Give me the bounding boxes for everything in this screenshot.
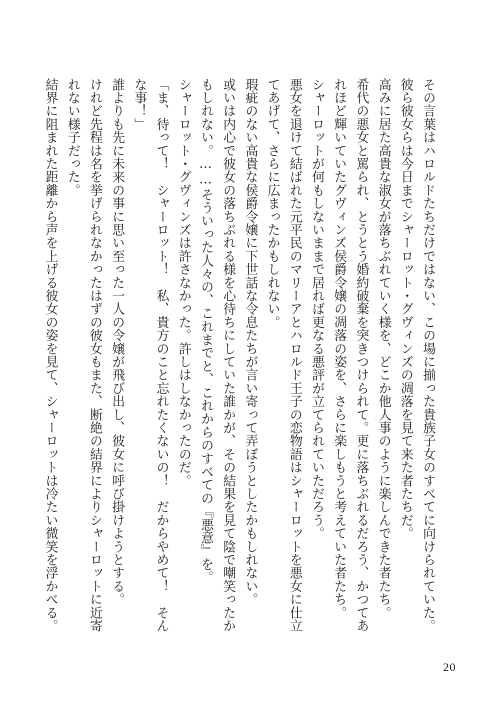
page-number: 20	[443, 660, 456, 674]
paragraph: 希代の悪女と罵られ、とうとう婚約破棄を突きつけられて。更に落ちぶれるだろう、かつてあれほど輝いていたグヴィンズ侯爵令嬢の凋落の姿を、さらに楽しもうと考えていた者たち。	[331, 78, 369, 633]
paragraph: 或いは内心で彼女の落ちぶれる様を心待ちにしていた誰かが、その結果を見て陰で嘲笑ったかもしれない。……そういった人々の、これまでと、これからのすべての『悪意』を。	[197, 78, 236, 633]
paragraph: けれど先程は名を挙げられなかったはずの彼女もまた、断絶の結界によりシャーロットに近寄れない様子だった。	[64, 78, 102, 633]
paragraph: その言葉はハロルドたちだけではない、この場に揃った貴族子女のすべてに向けられていた。	[420, 78, 435, 633]
paragraph: 高みに居た高貴な淑女が落ちぶれていく様を、どこか他人事のように楽しんできた者たち。	[375, 78, 391, 620]
vertical-text-body	[42, 78, 438, 638]
paragraph: 彼ら彼女らは今日までシャーロット・グヴィンズの凋落を見て来た者たちだ。	[397, 78, 413, 540]
paragraph: シャーロット・グヴィンズは許さなかった。許しはしなかったのだ。	[175, 78, 191, 488]
paragraph: 誰よりも先に未来の事に思い至った一人の令嬢が飛び出し、彼女に呼び掛けようとする。	[109, 78, 125, 606]
paragraph: 瑕疵のない高貴な侯爵令嬢に下世話な令息たちが言い寄って弄ぼうとしたかもしれない。	[242, 78, 258, 606]
paragraph: 「ま、待って！ シャーロット！ 私、貴方のこと忘れたくないの！ だからやめて！ そんな事！」	[131, 78, 169, 633]
paragraph: 結界に阻まれた距離から声を上げる彼女の姿を見て、シャーロットは冷たい微笑を浮かべる。	[42, 78, 58, 633]
paragraph: 悪女を退けて結ばれた元平民のマリーアとハロルド王子の恋物語はシャーロットを悪女に仕立てあげて、さらに広まったかもしれない。	[264, 78, 302, 633]
paragraph: シャーロットが何もしないままで居れば更なる悪評が立てられていただろう。	[308, 78, 324, 540]
